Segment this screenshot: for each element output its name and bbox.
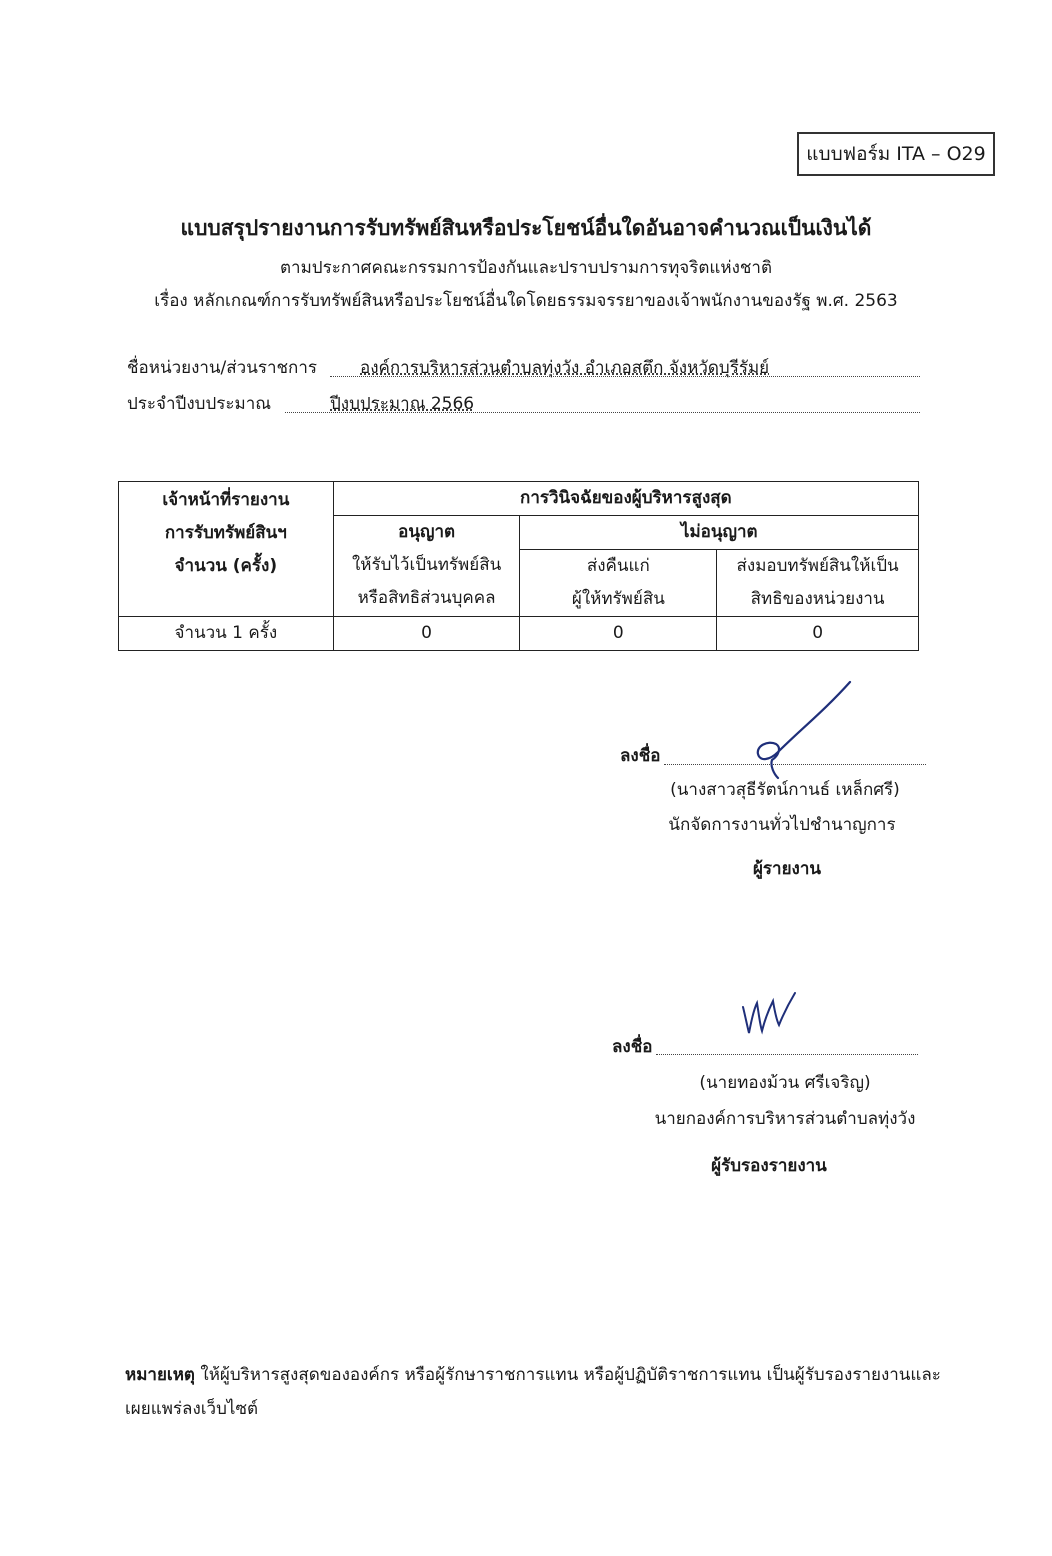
signature-1-handwriting [730, 670, 870, 780]
header-transfer [717, 550, 919, 617]
cell-approve: 0 [333, 617, 520, 651]
header-officer-line-1: เจ้าหน้าที่รายงาน [162, 490, 290, 510]
signature-2-position: นายกองค์การบริหารส่วนตำบลทุ่งวัง [654, 1109, 916, 1129]
signature-2-role: ผู้รับรองรายงาน [711, 1156, 827, 1176]
signature-1-role: ผู้รายงาน [752, 859, 822, 879]
header-approve-title: อนุญาต [398, 522, 456, 542]
header-officer [119, 482, 334, 617]
header-decision: การวินิจฉัยของผู้บริหารสูงสุด [333, 482, 918, 516]
cell-return: 0 [520, 617, 717, 651]
header-approve [333, 516, 520, 617]
fiscal-year-label: ประจำปีงบประมาณ [127, 394, 272, 414]
header-officer-line-2: การรับทรัพย์สินฯ [164, 523, 287, 543]
signature-2-name: (นายทองม้วน ศรีเจริญ) [699, 1073, 871, 1093]
agency-value: องค์การบริหารส่วนตำบลทุ่งวัง อำเภอสตึก จังหวัดบุรีรัมย์ [360, 358, 770, 378]
signature-2-dotted-line [656, 1054, 918, 1055]
report-table [118, 481, 919, 651]
signature-2-label: ลงชื่อ [612, 1037, 653, 1057]
cell-transfer: 0 [717, 617, 919, 651]
header-transfer-line-2: สิทธิของหน่วยงาน [750, 589, 885, 609]
header-officer-line-3: จำนวน (ครั้ง) [174, 556, 278, 576]
signature-1-position: นักจัดการงานทั่วไปชำนาญการ [668, 815, 896, 835]
header-return-line-2: ผู้ให้ทรัพย์สิน [571, 589, 665, 609]
document-subtitle-1: ตามประกาศคณะกรรมการป้องกันและปราบปรามการทุจริตแห่งชาติ [279, 258, 773, 278]
header-transfer-line-1: ส่งมอบทรัพย์สินให้เป็น [736, 556, 899, 576]
footnote [125, 1358, 945, 1426]
header-deny: ไม่อนุญาต [520, 516, 919, 550]
footnote-label: หมายเหตุ [125, 1365, 195, 1385]
header-approve-line-2: หรือสิทธิส่วนบุคคล [357, 588, 496, 608]
signature-1-name: (นางสาวสุธีรัตน์กานธ์ เหล็กศรี) [670, 780, 900, 800]
header-return-line-1: ส่งคืนแก่ [586, 556, 650, 576]
document-title: แบบสรุปรายงานการรับทรัพย์สินหรือประโยชน์อื่นใดอันอาจคำนวณเป็นเงินได้ [180, 216, 872, 240]
document-subtitle-2: เรื่อง หลักเกณฑ์การรับทรัพย์สินหรือประโยชน์อื่นใดโดยธรรมจรรยาของเจ้าพนักงานของรัฐ พ.ศ. 2563 [154, 291, 898, 311]
header-approve-line-1: ให้รับไว้เป็นทรัพย์สิน [351, 555, 502, 575]
form-code-box: แบบฟอร์ม ITA – O29 [797, 132, 995, 176]
header-return [520, 550, 717, 617]
cell-count: จำนวน 1 ครั้ง [119, 617, 334, 651]
signature-1-label: ลงชื่อ [620, 746, 661, 766]
fiscal-year-value: ปีงบประมาณ 2566 [330, 394, 475, 414]
footnote-text: ให้ผู้บริหารสูงสุดขององค์กร หรือผู้รักษาราชการแทน หรือผู้ปฏิบัติราชการแทน เป็นผู้รับรองรายงานและเผยแพร่ลงเว็บไซต์ [125, 1365, 941, 1419]
signature-2-handwriting [735, 985, 805, 1040]
table-row [119, 617, 919, 651]
agency-label: ชื่อหน่วยงาน/ส่วนราชการ [127, 358, 318, 378]
